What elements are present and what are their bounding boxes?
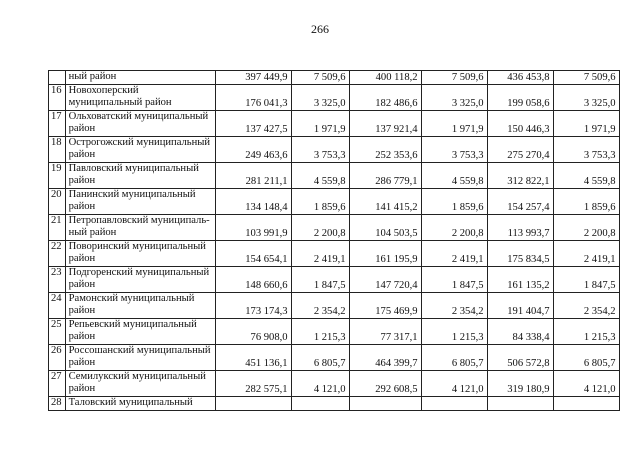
value-cell: 1 847,5 [291, 267, 349, 293]
table-row [49, 163, 620, 189]
value-cell: 3 325,0 [421, 85, 487, 111]
budget-table [48, 70, 620, 411]
value-cell: 282 575,1 [215, 371, 291, 397]
row-number: 18 [49, 137, 66, 163]
value-cell: 436 453,8 [487, 71, 553, 85]
row-number: 20 [49, 189, 66, 215]
row-number: 25 [49, 319, 66, 345]
value-cell: 249 463,6 [215, 137, 291, 163]
value-cell: 3 325,0 [291, 85, 349, 111]
table-row [49, 371, 620, 397]
value-cell: 3 753,3 [553, 137, 619, 163]
value-cell: 77 317,1 [349, 319, 421, 345]
table-row [49, 267, 620, 293]
value-cell: 1 971,9 [421, 111, 487, 137]
row-number [49, 71, 66, 85]
row-number: 21 [49, 215, 66, 241]
value-cell: 4 559,8 [291, 163, 349, 189]
table-row [49, 85, 620, 111]
value-cell: 397 449,9 [215, 71, 291, 85]
value-cell: 286 779,1 [349, 163, 421, 189]
district-name: Подгоренский муниципальный район [65, 267, 215, 293]
value-cell: 2 419,1 [291, 241, 349, 267]
value-cell: 4 121,0 [553, 371, 619, 397]
value-cell: 2 200,8 [421, 215, 487, 241]
value-cell: 2 200,8 [291, 215, 349, 241]
value-cell [291, 397, 349, 411]
row-number: 28 [49, 397, 66, 411]
value-cell: 6 805,7 [291, 345, 349, 371]
value-cell: 7 509,6 [291, 71, 349, 85]
value-cell: 1 971,9 [291, 111, 349, 137]
district-name: Семилукский муниципальный район [65, 371, 215, 397]
district-name: Новохоперский муниципальный район [65, 85, 215, 111]
value-cell: 2 354,2 [291, 293, 349, 319]
value-cell: 4 121,0 [421, 371, 487, 397]
value-cell: 104 503,5 [349, 215, 421, 241]
value-cell: 275 270,4 [487, 137, 553, 163]
value-cell [487, 397, 553, 411]
value-cell: 1 215,3 [291, 319, 349, 345]
value-cell: 281 211,1 [215, 163, 291, 189]
value-cell [421, 397, 487, 411]
value-cell: 137 921,4 [349, 111, 421, 137]
value-cell: 4 121,0 [291, 371, 349, 397]
value-cell: 161 135,2 [487, 267, 553, 293]
row-number: 23 [49, 267, 66, 293]
row-number: 27 [49, 371, 66, 397]
value-cell: 2 354,2 [553, 293, 619, 319]
district-name: Острогожский муниципальный район [65, 137, 215, 163]
value-cell: 3 325,0 [553, 85, 619, 111]
value-cell: 137 427,5 [215, 111, 291, 137]
value-cell: 292 608,5 [349, 371, 421, 397]
district-name: Россошанский муниципальный район [65, 345, 215, 371]
value-cell: 4 559,8 [553, 163, 619, 189]
district-name: ный район [65, 71, 215, 85]
value-cell: 191 404,7 [487, 293, 553, 319]
value-cell: 506 572,8 [487, 345, 553, 371]
value-cell: 451 136,1 [215, 345, 291, 371]
value-cell: 141 415,2 [349, 189, 421, 215]
value-cell: 252 353,6 [349, 137, 421, 163]
value-cell: 76 908,0 [215, 319, 291, 345]
district-name: Ольховатский муниципальный район [65, 111, 215, 137]
table-row [49, 241, 620, 267]
district-name: Рамонский муниципальный район [65, 293, 215, 319]
table-row [49, 397, 620, 411]
value-cell: 3 753,3 [421, 137, 487, 163]
row-number: 26 [49, 345, 66, 371]
value-cell: 150 446,3 [487, 111, 553, 137]
value-cell: 173 174,3 [215, 293, 291, 319]
value-cell: 400 118,2 [349, 71, 421, 85]
district-name: Петропавловский муниципаль-ный район [65, 215, 215, 241]
value-cell: 199 058,6 [487, 85, 553, 111]
value-cell: 1 859,6 [291, 189, 349, 215]
table-row [49, 137, 620, 163]
value-cell: 176 041,3 [215, 85, 291, 111]
value-cell: 161 195,9 [349, 241, 421, 267]
district-name: Репьевский муниципальный район [65, 319, 215, 345]
row-number: 24 [49, 293, 66, 319]
value-cell: 2 354,2 [421, 293, 487, 319]
value-cell: 175 469,9 [349, 293, 421, 319]
value-cell: 2 419,1 [421, 241, 487, 267]
value-cell: 6 805,7 [553, 345, 619, 371]
value-cell: 7 509,6 [553, 71, 619, 85]
value-cell: 2 419,1 [553, 241, 619, 267]
value-cell [349, 397, 421, 411]
value-cell: 182 486,6 [349, 85, 421, 111]
value-cell: 3 753,3 [291, 137, 349, 163]
value-cell: 154 654,1 [215, 241, 291, 267]
value-cell: 84 338,4 [487, 319, 553, 345]
value-cell: 6 805,7 [421, 345, 487, 371]
value-cell: 1 215,3 [553, 319, 619, 345]
value-cell: 319 180,9 [487, 371, 553, 397]
value-cell: 134 148,4 [215, 189, 291, 215]
district-name: Таловский муниципальный [65, 397, 215, 411]
value-cell: 1 215,3 [421, 319, 487, 345]
value-cell: 7 509,6 [421, 71, 487, 85]
row-number: 22 [49, 241, 66, 267]
value-cell: 154 257,4 [487, 189, 553, 215]
value-cell: 175 834,5 [487, 241, 553, 267]
value-cell: 1 971,9 [553, 111, 619, 137]
value-cell: 312 822,1 [487, 163, 553, 189]
value-cell: 464 399,7 [349, 345, 421, 371]
table-row [49, 189, 620, 215]
table-row [49, 71, 620, 85]
district-name: Панинский муниципальный район [65, 189, 215, 215]
value-cell: 4 559,8 [421, 163, 487, 189]
table-row [49, 345, 620, 371]
district-name: Поворинский муниципальный район [65, 241, 215, 267]
row-number: 16 [49, 85, 66, 111]
district-name: Павловский муниципальный район [65, 163, 215, 189]
table-row [49, 293, 620, 319]
value-cell: 2 200,8 [553, 215, 619, 241]
value-cell: 103 991,9 [215, 215, 291, 241]
table-row [49, 111, 620, 137]
table-row [49, 319, 620, 345]
value-cell: 113 993,7 [487, 215, 553, 241]
value-cell: 147 720,4 [349, 267, 421, 293]
value-cell: 1 859,6 [553, 189, 619, 215]
page-number: 266 [311, 22, 329, 36]
value-cell: 1 847,5 [553, 267, 619, 293]
value-cell: 1 859,6 [421, 189, 487, 215]
value-cell: 148 660,6 [215, 267, 291, 293]
row-number: 19 [49, 163, 66, 189]
table-row [49, 215, 620, 241]
value-cell [215, 397, 291, 411]
row-number: 17 [49, 111, 66, 137]
value-cell [553, 397, 619, 411]
value-cell: 1 847,5 [421, 267, 487, 293]
